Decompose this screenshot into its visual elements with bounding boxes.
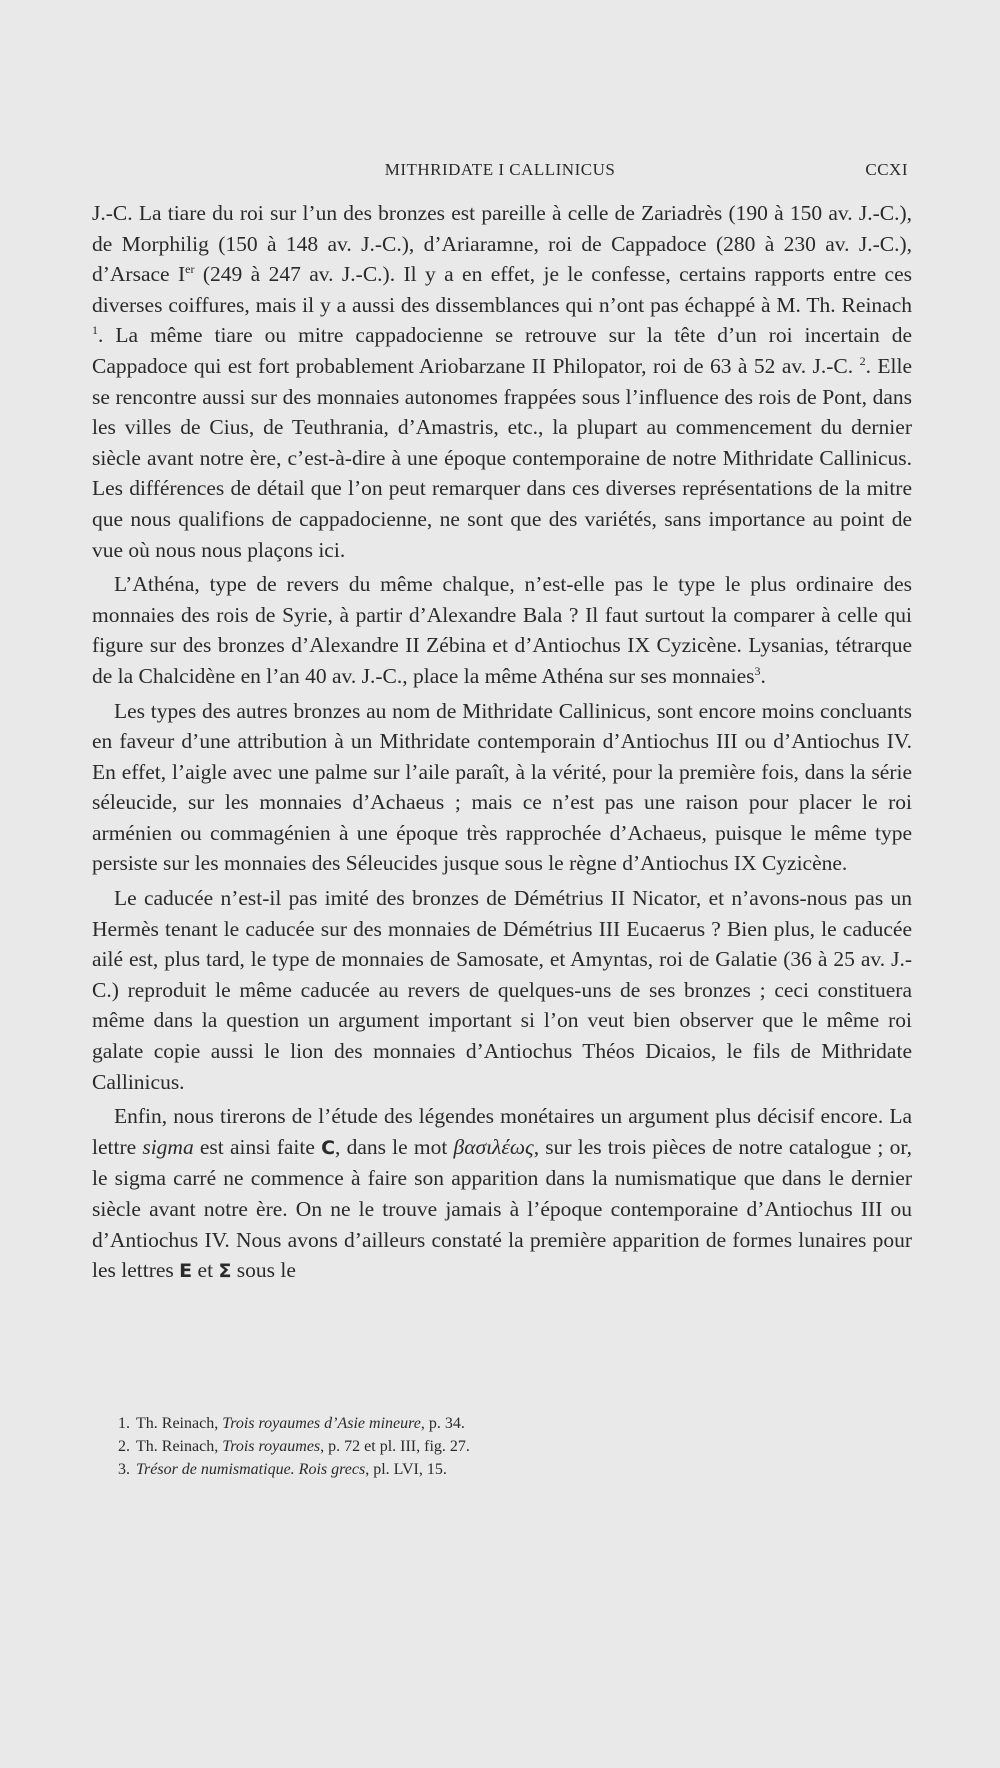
text-run: , sur les trois pièces de notre catalogue ; or, le sigma carré ne commence à faire son apparition dans la numismatique que dans le dernier siècle avant notre ère. On ne le trouve jamais à l’époque contemporaine d’Antiochus III ou d’Antiochus IV. Nous avons d’ailleurs constaté la première apparition de formes lunaires pour les lettres xyxy=(92,1134,912,1283)
footnote-text: , p. 34. xyxy=(420,1415,465,1432)
footnote-number: 3. xyxy=(118,1461,130,1478)
footnote-ref-2[interactable]: 2 xyxy=(859,353,866,368)
text-run: . La même tiare ou mitre cappadocienne se retrouve sur la tête d’un roi incertain de Cappadoce qui est fort probablement Ariobarzane II Philopator, roi de 63 à 52 av. J.-C. xyxy=(92,323,912,378)
text-run: L’Athéna, type de revers du même chalque, n’est-elle pas le type le plus ordinaire des monnaies des rois de Syrie, à partir d’Alexandre Bala ? Il faut surtout la comparer à celle qui figure sur des bronzes d’Alexandre II Zébina et d’Antiochus IX Cyzicène. Lysanias, tétrarque de la Chalcidène en l’an 40 av. J.-C., place la même Athéna sur ses monnaies xyxy=(92,572,912,688)
text-run: . xyxy=(760,663,766,688)
text-run: Enfin, nous tirerons de l’étude des légendes monétaires un argument plus décisif encore. La lettre xyxy=(92,1104,912,1159)
italic-term-sigma: sigma xyxy=(142,1134,194,1159)
footnotes xyxy=(118,1412,898,1481)
footnote-text: Th. Reinach, xyxy=(136,1415,223,1432)
footnote-1 xyxy=(118,1412,898,1435)
text-run: . Elle se rencontre aussi sur des monnaies autonomes frappées sous l’influence des rois de Pont, dans les villes de Cius, de Teuthrania, d’Amastris, etc., la plupart au commencement du dernier siècle avant notre ère, c’est-à-dire à une époque contemporaine de notre Mithridate Callinicus. Les différences de détail que l’on peut remarquer dans ces diverses représentations de la mitre que nous qualifions de cappadocienne, ne sont que des variétés, sans importance au point de vue où nous nous plaçons ici. xyxy=(92,353,913,562)
footnote-3 xyxy=(118,1458,898,1481)
text-run: , dans le mot xyxy=(335,1134,454,1159)
running-header xyxy=(92,160,908,186)
paragraph-3: Les types des autres bronzes au nom de Mithridate Callinicus, sont encore moins concluants en faveur d’une attribution à un Mithridate contemporain d’Antiochus III ou d’Antiochus IV. En effet, l’aigle avec une palme sur l’aile paraît, à la vérité, pour la première fois, dans la série séleucide, sur les monnaies d’Achaeus ; mais ce n’est pas une raison pour placer le roi arménien ou commagénien à une époque très rapprochée d’Achaeus, puisque le même type persiste sur les monnaies des Séleucides jusque sous le règne d’Antiochus IX Cyzicène. xyxy=(92,698,912,876)
epsilon-glyph: E xyxy=(179,1260,193,1283)
text-run: et xyxy=(192,1258,219,1283)
text-run: est ainsi faite xyxy=(193,1134,322,1159)
sigma-glyph: Σ xyxy=(218,1260,232,1283)
main-text xyxy=(92,198,912,1291)
superscript-er: er xyxy=(185,262,195,277)
footnote-text: , p. 72 et pl. III, fig. 27. xyxy=(320,1438,470,1455)
footnote-title: Trois royaumes xyxy=(222,1438,321,1455)
footnote-ref-3[interactable]: 3 xyxy=(754,663,761,678)
greek-word: βασιλέως xyxy=(453,1134,534,1159)
footnote-title: Trésor de numismatique. Rois grecs xyxy=(136,1461,366,1478)
footnote-text: Th. Reinach, xyxy=(136,1438,223,1455)
running-title: MITHRIDATE I CALLINICUS xyxy=(384,160,616,179)
footnote-2 xyxy=(118,1435,898,1458)
paragraph-5 xyxy=(92,1101,912,1287)
paragraph-2 xyxy=(92,569,912,691)
text-run: (249 à 247 av. J.-C.). Il y a en effet, je le confesse, certains rapports entre ces diverses coiffures, mais il y a aussi des dissemblances qui n’ont pas échappé à M. Th. Reinach xyxy=(92,262,912,317)
square-sigma-glyph: C xyxy=(321,1136,336,1159)
paragraph-4: Le caducée n’est-il pas imité des bronzes de Démétrius II Nicator, et n’avons-nous pas un Hermès tenant le caducée sur des monnaies de Démétrius III Eucaerus ? Bien plus, le caducée ailé est, plus tard, le type de monnaies de Samosate, et Amyntas, roi de Galatie (36 à 25 av. J.-C.) reproduit le même caducée au revers de quelques-uns de ses bronzes ; ceci constituera même dans la question un argument important si l’on veut bien observer que le même roi galate copie aussi le lion des monnaies d’Antiochus Théos Dicaios, le fils de Mithridate Callinicus. xyxy=(92,886,912,1094)
page-number: CCXI xyxy=(865,160,908,179)
text-run: sous le xyxy=(231,1258,296,1283)
paragraph-1 xyxy=(92,198,912,565)
footnote-number: 1. xyxy=(118,1415,130,1432)
footnote-number: 2. xyxy=(118,1438,130,1455)
text-run: J.-C. La tiare du roi sur l’un des bronzes est pareille à celle de Zariadrès (190 à 150 av. J.-C.), de Morphilig (150 à 148 av. J.-C.), d’Ariaramne, roi de Cappadoce (280 à 230 av. J.-C.), d’Arsace I xyxy=(92,201,912,287)
footnote-text: , pl. LVI, 15. xyxy=(365,1461,447,1478)
footnote-title: Trois royaumes d’Asie mineure xyxy=(222,1415,421,1432)
footnote-ref-1[interactable]: 1 xyxy=(92,323,98,338)
